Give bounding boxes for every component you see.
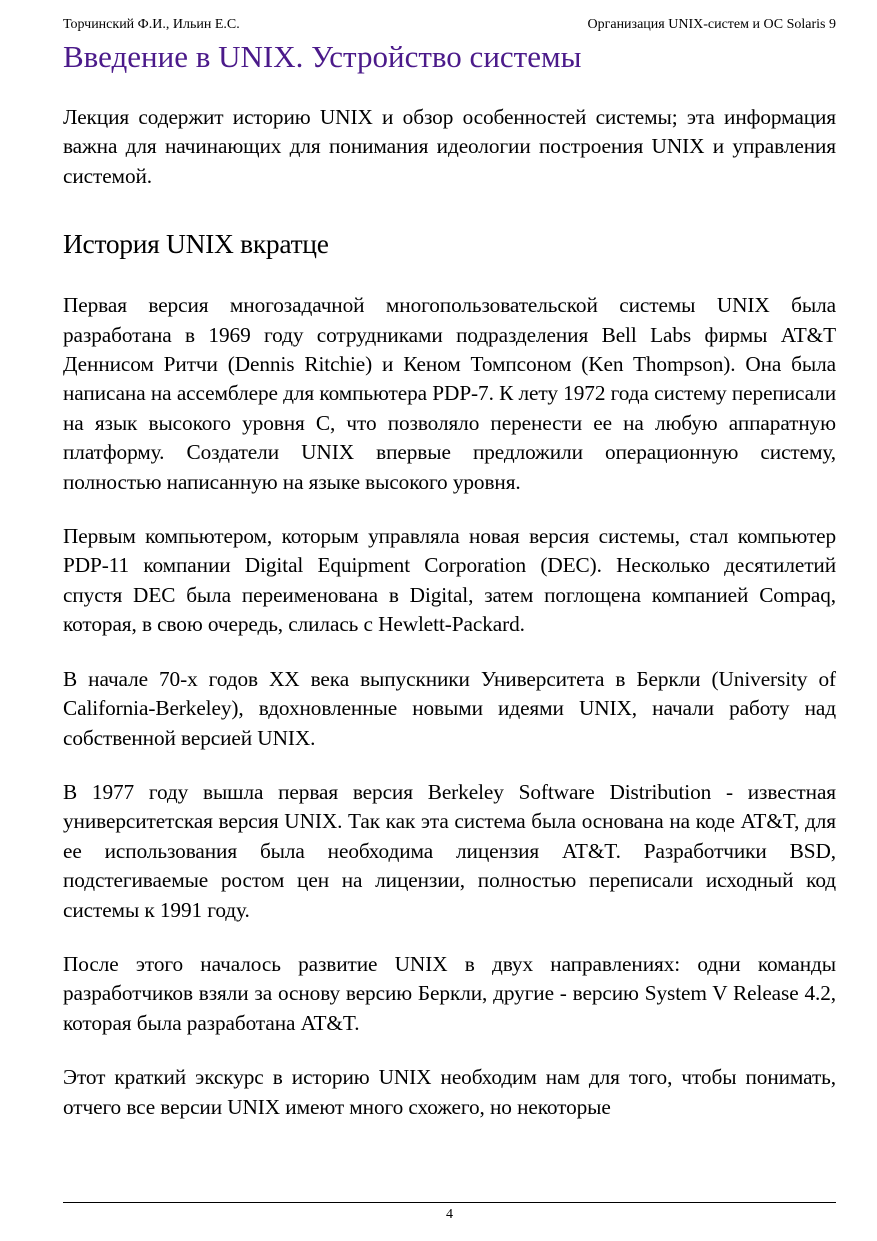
main-content xyxy=(63,103,836,1122)
body-paragraph: В начале 70-х годов XX века выпускники Университета в Беркли (University of California-Berkeley), вдохновленные новыми идеями UNIX, начали работу над собственной версией UNIX. xyxy=(63,666,836,750)
page-number: 4 xyxy=(446,1207,453,1222)
document-page xyxy=(63,0,836,1241)
header-book-title: Организация UNIX-систем и ОС Solaris 9 xyxy=(587,17,836,32)
header-authors: Торчинский Ф.И., Ильин Е.С. xyxy=(63,17,240,32)
body-paragraph: Первым компьютером, которым управляла новая версия системы, стал компьютер PDP-11 компании Digital Equipment Corporation (DEC). Несколько десятилетий спустя DEC была переименована в Digital, затем поглощена компанией Compaq, которая, в свою очередь, слилась с Hewlett-Packard. xyxy=(63,524,836,637)
body-paragraph: Этот краткий экскурс в историю UNIX необходим нам для того, чтобы понимать, отчего все версии UNIX имеют много схожего, но некоторые xyxy=(63,1065,836,1119)
body-paragraph: В 1977 году вышла первая версия Berkeley Software Distribution - известная университетская версия UNIX. Так как эта система была основана на коде AT&T, для ее использования была необходима лицензия AT&T. Разработчики BSD, подстегиваемые ростом цен на лицензии, полностью переписали исходный код системы к 1991 году. xyxy=(63,779,836,922)
body-paragraph: После этого началось развитие UNIX в двух направлениях: одни команды разработчиков взяли за основу версию Беркли, другие - версию System V Release 4.2, которая была разработана AT&T. xyxy=(63,951,836,1035)
section-heading: История UNIX вкратце xyxy=(63,228,329,260)
body-text-area xyxy=(63,0,836,1190)
intro-paragraph: Лекция содержит историю UNIX и обзор особенностей системы; эта информация важна для начинающих для понимания идеологии построения UNIX и управления системой. xyxy=(63,105,836,188)
body-paragraph: Первая версия многозадачной многопользовательской системы UNIX была разработана в 1969 году сотрудниками подразделения Bell Labs фирмы AT&T Деннисом Ритчи (Dennis Ritchie) и Кеном Томпсоном (Ken Thompson). Она была написана на ассемблере для компьютера PDP-7. К лету 1972 года систему переписали на язык высокого уровня C, что позволяло перенести ее на любую аппаратную платформу. Создатели UNIX впервые предложили операционную систему, полностью написанную на языке высокого уровня. xyxy=(63,293,836,494)
chapter-title: Введение в UNIX. Устройство системы xyxy=(63,39,582,74)
footer-divider xyxy=(63,1202,836,1203)
